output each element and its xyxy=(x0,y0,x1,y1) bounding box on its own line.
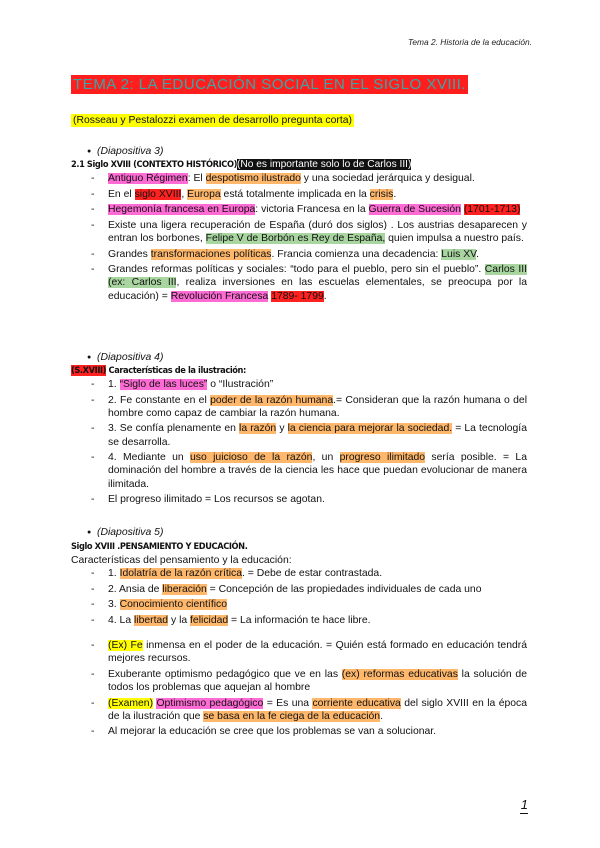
list-item: - 1. “Siglo de las luces” o “Ilustración” xyxy=(91,378,527,391)
heading-text: 2.1 Siglo XVIII (CONTEXTO HISTÓRICO) xyxy=(71,159,237,170)
exam-note: (Rosseau y Pestalozzi examen de desarrollo pregunta corta) xyxy=(73,115,352,126)
slide-ref: ● (Diapositiva 4) xyxy=(71,351,527,364)
characteristics-list xyxy=(71,567,527,627)
list-item: - 2. Fe constante en el poder de la razón humana.= Consideran que la razón humana o del hombre como capaz de cambiar la razón humana. xyxy=(91,394,527,420)
list-item: - 4. Mediante un uso juicioso de la razón, un progreso ilimitado sería posible. = La dominación del hombre a través de la ciencia les hace que puedan evolucionar de manera ilimitada. xyxy=(91,451,527,491)
list-item: - Exuberante optimismo pedagógico que ve en las (ex) reformas educativas la solución de todos los problemas que aquejan al hombre xyxy=(91,668,527,694)
page-number-underline xyxy=(520,813,528,814)
list-item: - El progreso ilimitado = Los recursos se agotan. xyxy=(91,493,527,506)
list-item: - (Examen) Optimismo pedagógico = Es una corriente educativa del siglo XVIII en la época de la ilustración que se basa en la fe ciega de la educación. xyxy=(91,697,527,723)
education-list xyxy=(71,639,527,739)
running-header: Tema 2. Historia de la educación. xyxy=(408,37,532,47)
section-heading xyxy=(71,158,527,172)
list-item: - 2. Ansia de liberación = Concepción de las propiedades individuales de cada uno xyxy=(91,583,527,596)
list-item: - Al mejorar la educación se cree que los problemas se van a solucionar. xyxy=(91,725,527,738)
section-heading xyxy=(71,364,527,378)
section-heading: Siglo XVIII .PENSAMIENTO Y EDUCACIÓN. xyxy=(71,541,248,552)
list-item: - 1. Idolatría de la razón crítica. = Debe de estar contrastada. xyxy=(91,567,527,580)
enlightenment-list xyxy=(71,378,527,506)
context-list xyxy=(71,172,527,303)
section-historical-context xyxy=(71,145,527,305)
list-item: - Hegemonía francesa en Europa: victoria Francesa en la Guerra de Sucesión (1701-1713) xyxy=(91,203,527,216)
list-item: - Existe una ligera recuperación de España (duró dos siglos) . Los austrias desaparecen y entran los borbones, Felipe V de Borbón es Rey de España, quien impulsa a nuestro país. xyxy=(91,219,527,245)
heading-note: (No es importante solo lo de Carlos III) xyxy=(236,159,412,170)
heading-tag: (S.XVIII) xyxy=(71,365,107,376)
list-item: - En el siglo XVIII, Europa está totalmente implicada en la crisis. xyxy=(91,188,527,201)
list-item: - 3. Se confía plenamente en la razón y la ciencia para mejorar la sociedad. = La tecnología se desarrolla. xyxy=(91,422,527,448)
list-item: - Antiguo Régimen: El despotismo ilustrado y una sociedad jerárquica y desigual. xyxy=(91,172,527,185)
heading-text: Características de la ilustración: xyxy=(106,365,246,376)
page-title: TEMA 2: LA EDUCACIÓN SOCIAL EN EL SIGLO XVIII. xyxy=(73,76,466,93)
section-thought-education xyxy=(71,526,527,741)
list-item: - Grandes transformaciones políticas. Francia comienza una decadencia: Luis XV. xyxy=(91,248,527,261)
list-item: - (Ex) Fe inmensa en el poder de la educación. = Quién está formado en educación tendrá mejores recursos. xyxy=(91,639,527,665)
list-item: - Grandes reformas políticas y sociales: “todo para el pueblo, pero sin el pueblo”. Carlos III (ex: Carlos III, realiza inversiones en las escuelas elementales, se preocupa por la educación) = Revolución Francesa 1789- 1799. xyxy=(91,263,527,303)
section-enlightenment xyxy=(71,351,527,509)
slide-ref: ● (Diapositiva 3) xyxy=(71,145,527,158)
slide-ref: ● (Diapositiva 5) xyxy=(71,526,527,539)
section-intro: Características del pensamiento y la educación: xyxy=(71,555,292,566)
list-item: - 3. Conocimiento científico xyxy=(91,598,527,611)
page-number: 1 xyxy=(520,797,528,812)
list-item: - 4. La libertad y la felicidad = La información te hace libre. xyxy=(91,614,527,627)
